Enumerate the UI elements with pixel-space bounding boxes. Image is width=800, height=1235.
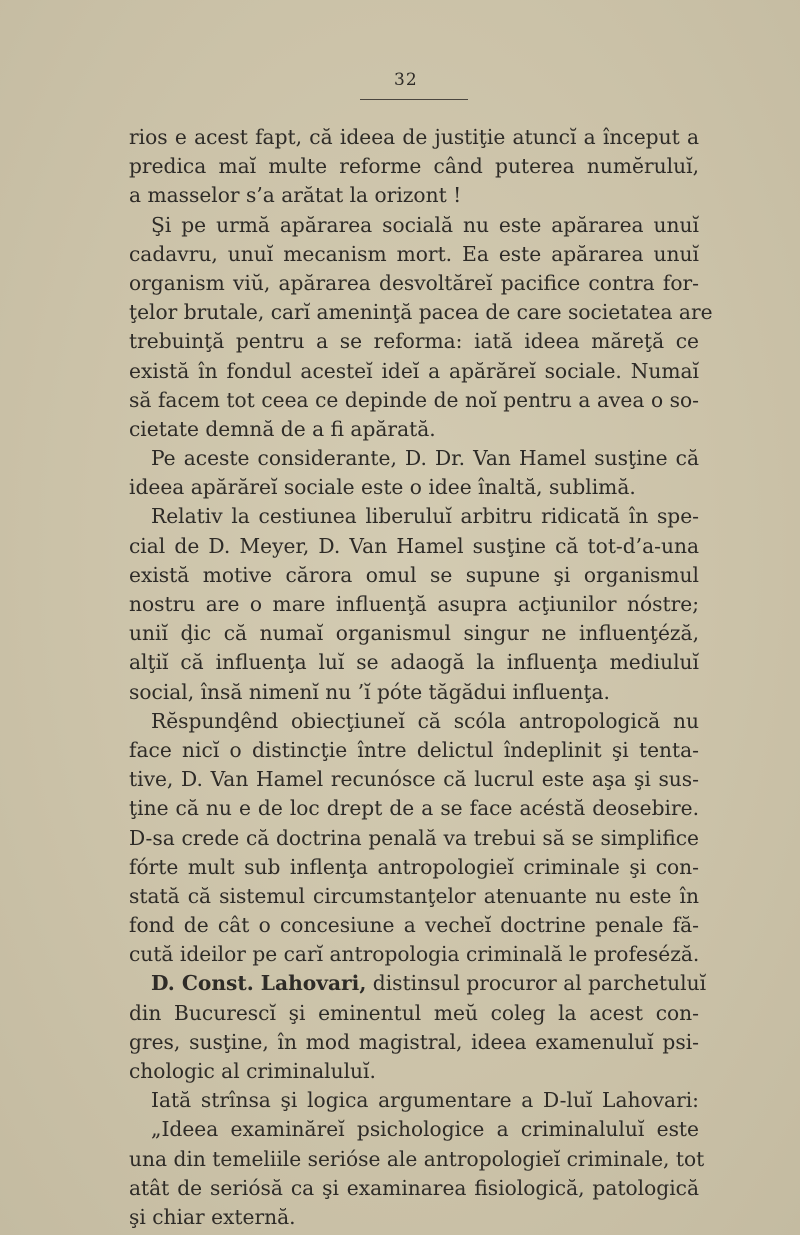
- text-line: uniĭ ḑic că numaĭ organismul singur ne influenţéză,: [129, 621, 699, 646]
- text-line: fond de cât o concesiune a vecheĭ doctrine penale fă-: [129, 913, 699, 938]
- text-line: predica maĭ multe reforme când puterea numĕruluĭ,: [129, 154, 699, 179]
- text-line: face nicĭ o distincţie între delictul îndeplinit şi tenta-: [129, 737, 699, 762]
- text-line: cută ideilor pe carĭ antropologia criminală le profeséză.: [129, 942, 700, 967]
- text-line: nostru are o mare influenţă asupra acţiunilor nóstre;: [129, 592, 699, 616]
- text-line: Relativ la cestiunea liberuluĭ arbitru ridicată în spe-: [151, 504, 699, 529]
- text-line: cial de D. Meyer, D. Van Hamel susţine că tot-d’a-una: [129, 533, 699, 558]
- text-line: „Ideea examinăreĭ psichologice a criminaluluĭ este: [151, 1117, 699, 1142]
- text-line: există în fondul acesteĭ ideĭ a apărăreĭ sociale. Numaĭ: [129, 358, 699, 383]
- text-line: cietate demnă de a fi apărată.: [129, 416, 436, 441]
- text-line: una din temeliile serióse ale antropologieĭ criminale, tot: [129, 1146, 705, 1171]
- text-line: ţelor brutale, carĭ ameninţă pacea de care societatea are: [129, 300, 713, 325]
- text-line: trebuinţă pentru a se reforma: iată ideea măreţă ce: [129, 329, 699, 354]
- text-line: fórte mult sub inflenţa antropologieĭ criminale şi con-: [129, 854, 699, 879]
- text-line: să facem tot ceea ce depinde de noĭ pentru a avea o so-: [129, 387, 699, 412]
- text-line: gres, susţine, în mod magistral, ideea examenuluĭ psi-: [129, 1029, 699, 1054]
- text-line: stată că sistemul circumstanţelor atenuante nu este în: [129, 883, 699, 908]
- text-line: Şi pe urmă apărarea socială nu este apărarea unuĭ: [151, 212, 699, 237]
- text-line: D-sa crede că doctrina penală va trebui să se simplifice: [129, 825, 699, 850]
- text-line: Rĕspunḑênd obiecţiuneĭ că scóla antropologică nu: [151, 708, 699, 733]
- page-number: 32: [394, 70, 418, 90]
- text-line: ţine că nu e de loc drept de a se face acéstă deosebire.: [129, 796, 699, 821]
- text-line: Iată strînsa şi logica argumentare a D-luĭ Lahovari:: [151, 1088, 699, 1113]
- text-line: rios e acest fapt, că ideea de justiţie atuncĭ a început a: [129, 125, 699, 149]
- text-line: cadavru, unuĭ mecanism mort. Ea este apărarea unuĭ: [129, 241, 699, 266]
- text-line: alţiĭ că influenţa luĭ se adaogă la influenţa mediuluĭ: [129, 650, 699, 675]
- text-line: din Bucurescĭ şi eminentul meŭ coleg la acest con-: [129, 1000, 699, 1025]
- text-line: atât de seriósă ca şi examinarea fisiologică, patologică: [129, 1175, 699, 1200]
- text-line: ideea apărăreĭ sociale este o idee înaltă, sublimă.: [129, 475, 636, 500]
- text-line: chologic al criminaluluĭ.: [129, 1059, 376, 1083]
- text-line: a masselor s’a arătat la orizont !: [129, 183, 462, 208]
- text-line: social, însă nimenĭ nu ’ĭ póte tăgădui influenţa.: [129, 679, 610, 704]
- bold-name: D. Const. Lahovari,: [151, 971, 367, 996]
- body-text: [129, 123, 713, 1232]
- text-line: tive, D. Van Hamel recunósce că lucrul este aşa şi sus-: [129, 767, 699, 792]
- text-line: există motive cărora omul se supune şi organismul: [129, 562, 699, 587]
- header-rule: [360, 99, 468, 100]
- text-line: Pe aceste considerante, D. Dr. Van Hamel susţine că: [151, 446, 699, 471]
- text-line: organism viŭ, apărarea desvoltăreĭ pacifice contra for-: [129, 270, 699, 295]
- text-line: şi chiar externă.: [129, 1204, 296, 1229]
- text-line: D. Const. Lahovari, distinsul procuror al parchetuluĭ: [151, 971, 707, 996]
